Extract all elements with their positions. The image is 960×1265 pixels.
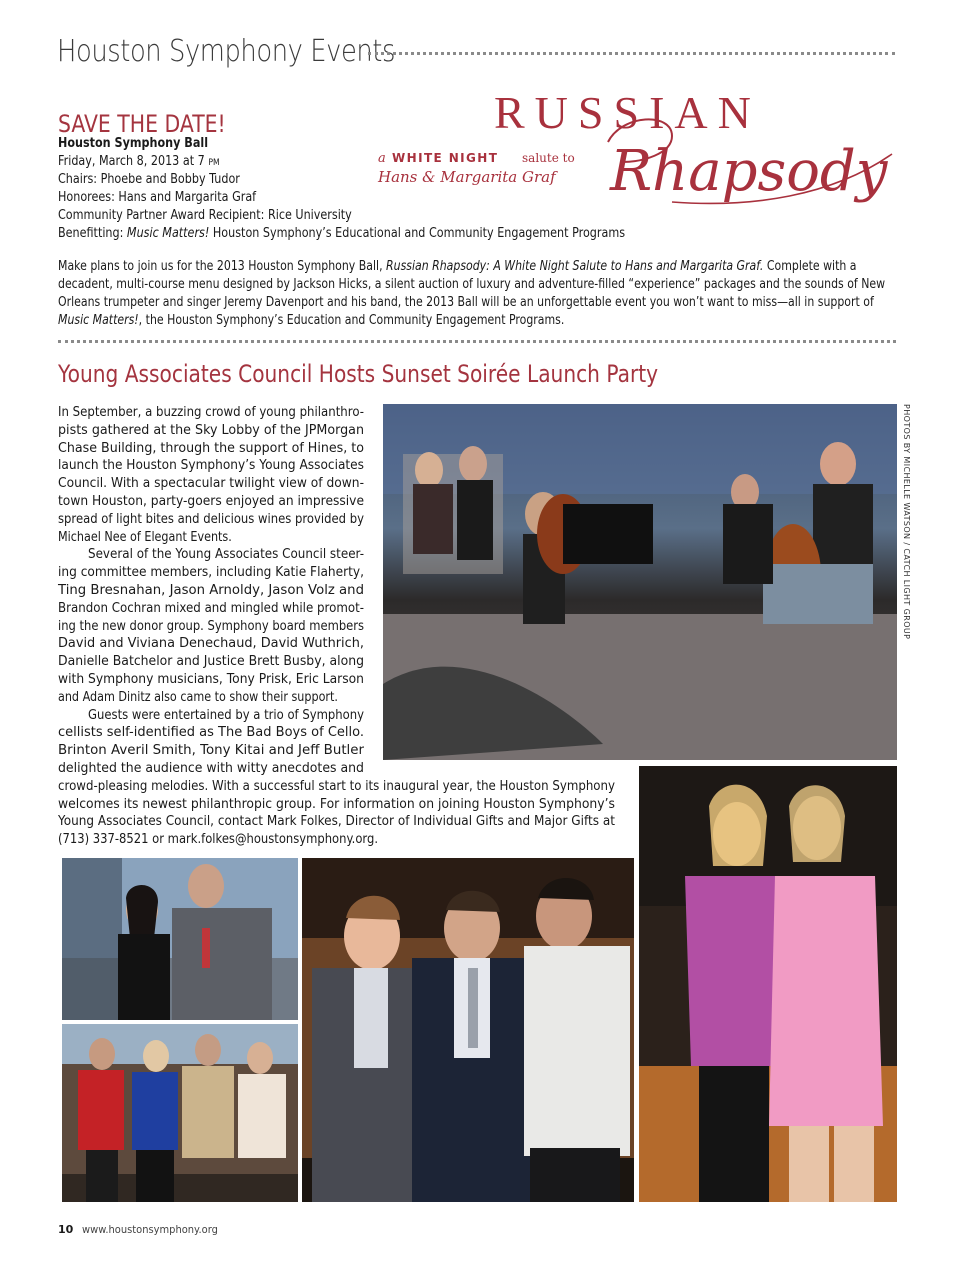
section-divider bbox=[58, 340, 896, 343]
ball-description-segment: , the Houston Symphony’s Education and Community Engagement Programs. bbox=[138, 313, 565, 328]
benefitting-prefix: Benefitting: bbox=[58, 226, 127, 241]
yac-heading: Young Associates Council Hosts Sunset Soirée Launch Party bbox=[58, 360, 659, 388]
article-line: Danielle Batchelor and Justice Brett Busby, along bbox=[58, 654, 364, 670]
article-line: pists gathered at the Sky Lobby of the JPMorgan bbox=[58, 422, 364, 438]
article-line: Chase Building, through the support of Hines, to bbox=[58, 440, 364, 456]
logo-tag-a: a bbox=[378, 151, 386, 166]
couple-photo bbox=[62, 858, 298, 1020]
event-date bbox=[58, 153, 220, 173]
photo-credit bbox=[897, 404, 913, 640]
event-date-suffix: PM bbox=[208, 158, 220, 168]
page-number: 10 bbox=[58, 1223, 74, 1236]
event-chairs: Chairs: Phoebe and Bobby Tudor bbox=[58, 172, 240, 187]
article-line: spread of light bites and delicious wines provided by bbox=[58, 511, 364, 527]
ball-description-segment: Russian Rhapsody: A White Night Salute to Hans and Margarita Graf. bbox=[386, 259, 764, 274]
logo-white-night: WHITE NIGHT bbox=[392, 151, 499, 165]
article-line: Michael Nee of Elegant Events. bbox=[58, 529, 232, 545]
ball-description-segment: Complete with a decadent, multi-course menu designed by Jackson Hicks, a silent auction of luxury and adventure-filled “experience” packages and the sounds of New Orleans trumpeter and singer Jeremy Davenport and his band, the 2013 Ball will be an unforgettable event you won’t want to miss—all in support of bbox=[58, 259, 886, 310]
group-of-four-photo bbox=[62, 1024, 298, 1202]
ball-description bbox=[58, 258, 900, 330]
logo-rhapsody: Rhapsody bbox=[610, 139, 888, 204]
article-line: Council. With a spectacular twilight view of down- bbox=[58, 476, 364, 492]
ball-description-segment: Make plans to join us for the 2013 Houston Symphony Ball, bbox=[58, 259, 387, 274]
article-line: Guests were entertained by a trio of Symphony bbox=[88, 707, 364, 723]
event-date-text: Friday, March 8, 2013 at 7 bbox=[58, 154, 205, 169]
logo-russian: RUSSIAN bbox=[494, 87, 761, 138]
title-divider bbox=[368, 52, 895, 55]
benefitting-program: Music Matters! bbox=[126, 226, 210, 241]
article-line: Ting Bresnahan, Jason Arnoldy, Jason Volz and bbox=[58, 583, 364, 598]
save-the-date-heading: SAVE THE DATE! bbox=[58, 110, 226, 138]
russian-rhapsody-logo bbox=[372, 84, 902, 224]
event-name bbox=[58, 135, 208, 153]
article-line: and Adam Dinitz also came to show their support. bbox=[58, 689, 338, 705]
benefitting-rest: Houston Symphony’s Educational and Community Engagement Programs bbox=[209, 226, 626, 241]
article-line: welcomes its newest philanthropic group. For information on joining Houston Symphony’s bbox=[58, 796, 615, 812]
article-line: delighted the audience with witty anecdotes and bbox=[58, 761, 364, 776]
logo-honoree-names: Hans & Margarita Graf bbox=[378, 168, 556, 186]
article-line: Young Associates Council, contact Mark Folkes, Director of Individual Gifts and Major Gifts at bbox=[58, 814, 615, 830]
page-title: Houston Symphony Events bbox=[57, 34, 396, 69]
article-line: town Houston, party-goers enjoyed an impressive bbox=[58, 494, 364, 509]
footer-url: www.houstonsymphony.org bbox=[82, 1223, 218, 1236]
article-line: cellists self-identified as The Bad Boys of Cello. bbox=[58, 725, 364, 741]
article-line: Several of the Young Associates Council steer- bbox=[88, 547, 364, 563]
event-partner: Community Partner Award Recipient: Rice University bbox=[58, 208, 352, 223]
article-line: Brandon Cochran mixed and mingled while promot- bbox=[58, 600, 364, 616]
article-line: crowd-pleasing melodies. With a successful start to its inaugural year, the Houston Symphony bbox=[58, 778, 615, 794]
article-line: with Symphony musicians, Tony Prisk, Eric Larson bbox=[58, 672, 364, 687]
article-line: In September, a buzzing crowd of young philanthro- bbox=[58, 405, 364, 420]
two-women-photo bbox=[639, 766, 897, 1202]
photo-credit-text: PHOTOS BY MICHELLE WATSON / CATCH LIGHT GROUP bbox=[902, 404, 911, 640]
three-men-photo bbox=[302, 858, 634, 1202]
article-line: ing the new donor group. Symphony board members bbox=[58, 618, 364, 634]
logo-salute: salute to bbox=[522, 151, 575, 165]
ball-description-segment: Music Matters! bbox=[58, 313, 139, 328]
cello-trio-photo bbox=[383, 404, 897, 760]
event-benefitting bbox=[58, 225, 625, 243]
article-line: (713) 337-8521 or mark.folkes@houstonsymphony.org. bbox=[58, 832, 378, 848]
article-line: Brinton Averil Smith, Tony Kitai and Jeff Butler bbox=[58, 743, 365, 759]
article-line: ing committee members, including Katie Flaherty, bbox=[58, 565, 364, 581]
event-honorees: Honorees: Hans and Margarita Graf bbox=[58, 190, 257, 205]
article-line: launch the Houston Symphony’s Young Associates bbox=[58, 458, 364, 474]
event-name-text: Houston Symphony Ball bbox=[58, 136, 209, 151]
article-line: David and Viviana Denechaud, David Wuthrich, bbox=[58, 636, 364, 652]
